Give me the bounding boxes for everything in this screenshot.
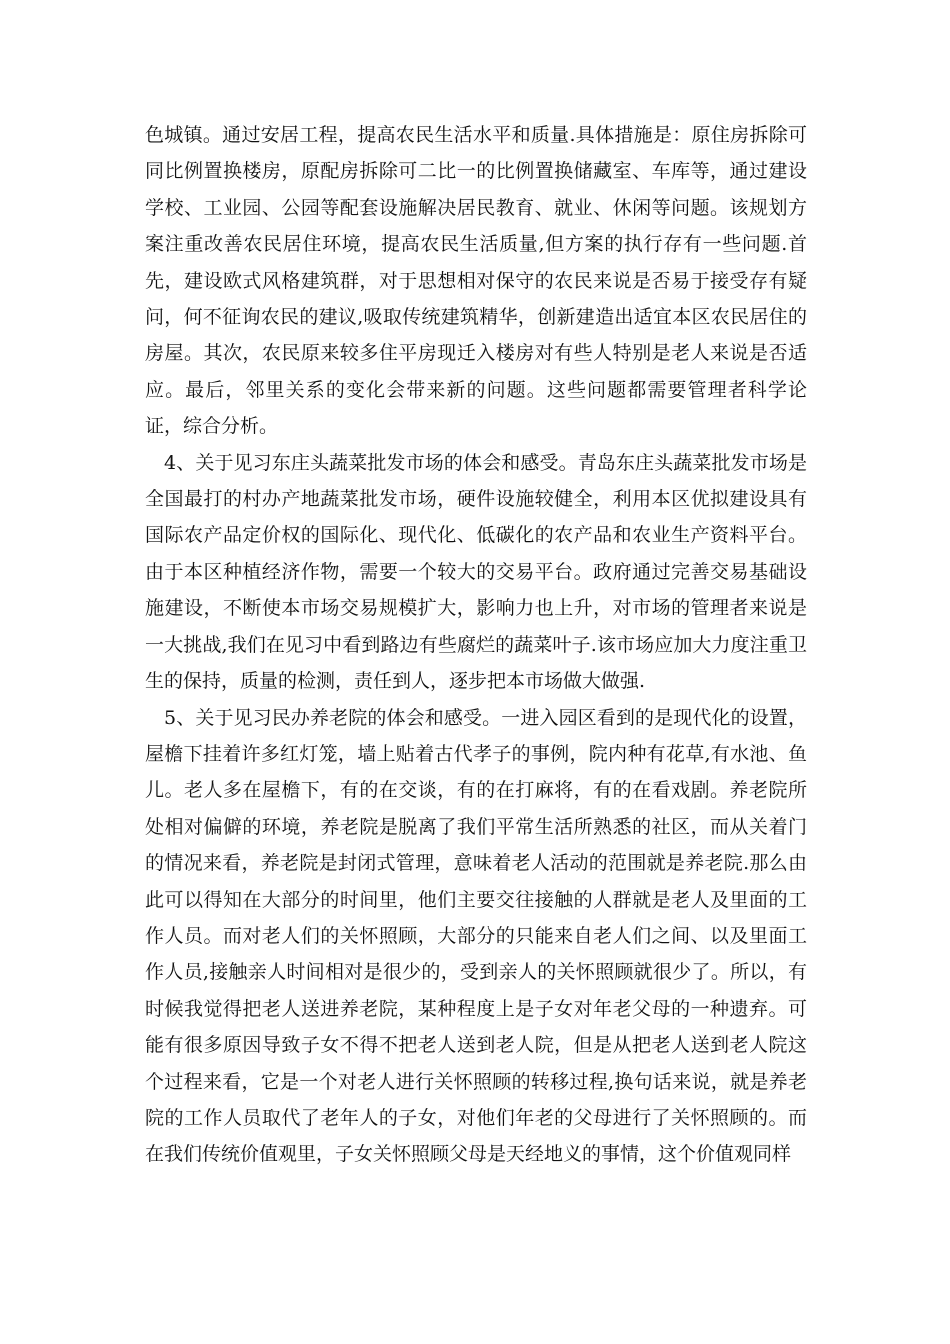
paragraph-continuation: 色城镇。通过安居工程，提高农民生活水平和质量.具体措施是：原住房拆除可同比例置换楼房，原配房拆除可二比一的比例置换储藏室、车库等，通过建设学校、工业园、公园等配套设施解决居民教育、就业、休闲等问题。该规划方案注重改善农民居住环境，提高农民生活质量,但方案的执行存有一些问题.首先，建设欧式风格建筑群，对于思想相对保守的农民来说是否易于接受存有疑问，何不征询农民的建议,吸取传统建筑精华，创新建造出适宜本区农民居住的房屋。其次，农民原来较多住平房现迁入楼房对有些人特别是老人来说是否适应。最后，邻里关系的变化会带来新的问题。这些问题都需要管理者科学论证，综合分析。 [145, 124, 807, 438]
paragraph-section-4: 4、关于见习东庄头蔬菜批发市场的体会和感受。青岛东庄头蔬菜批发市场是全国最打的村办产地蔬菜批发市场，硬件设施较健全，利用本区优拟建设具有国际农产品定价权的国际化、现代化、低碳化的农产品和农业生产资料平台。由于本区种植经济作物，需要一个较大的交易平台。政府通过完善交易基础设施建设，不断使本市场交易规模扩大，影响力也上升，对市场的管理者来说是一大挑战,我们在见习中看到路边有些腐烂的蔬菜叶子.该市场应加大力度注重卫生的保持，质量的检测，责任到人，逐步把本市场做大做强. [145, 451, 807, 693]
document-page [145, 117, 807, 1173]
paragraph-section-5: 5、关于见习民办养老院的体会和感受。一进入园区看到的是现代化的设置，屋檐下挂着许多红灯笼，墙上贴着古代孝子的事例，院内种有花草,有水池、鱼儿。老人多在屋檐下，有的在交谈，有的在打麻将，有的在看戏剧。养老院所处相对偏僻的环境，养老院是脱离了我们平常生活所熟悉的社区，而从关着门的情况来看，养老院是封闭式管理，意味着老人活动的范围就是养老院.那么由此可以得知在大部分的时间里，他们主要交往接触的人群就是老人及里面的工作人员。而对老人们的关怀照顾，大部分的只能来自老人们之间、以及里面工作人员,接触亲人时间相对是很少的，受到亲人的关怀照顾就很少了。所以，有时候我觉得把老人送进养老院，某种程度上是子女对年老父母的一种遗弃。可能有很多原因导致子女不得不把老人送到老人院，但是从把老人送到老人院这个过程来看，它是一个对老人进行关怀照顾的转移过程,换句话来说，就是养老院的工作人员取代了老年人的子女，对他们年老的父母进行了关怀照顾的。而在我们传统价值观里，子女关怀照顾父母是天经地义的事情，这个价值观同样 [145, 706, 807, 1166]
